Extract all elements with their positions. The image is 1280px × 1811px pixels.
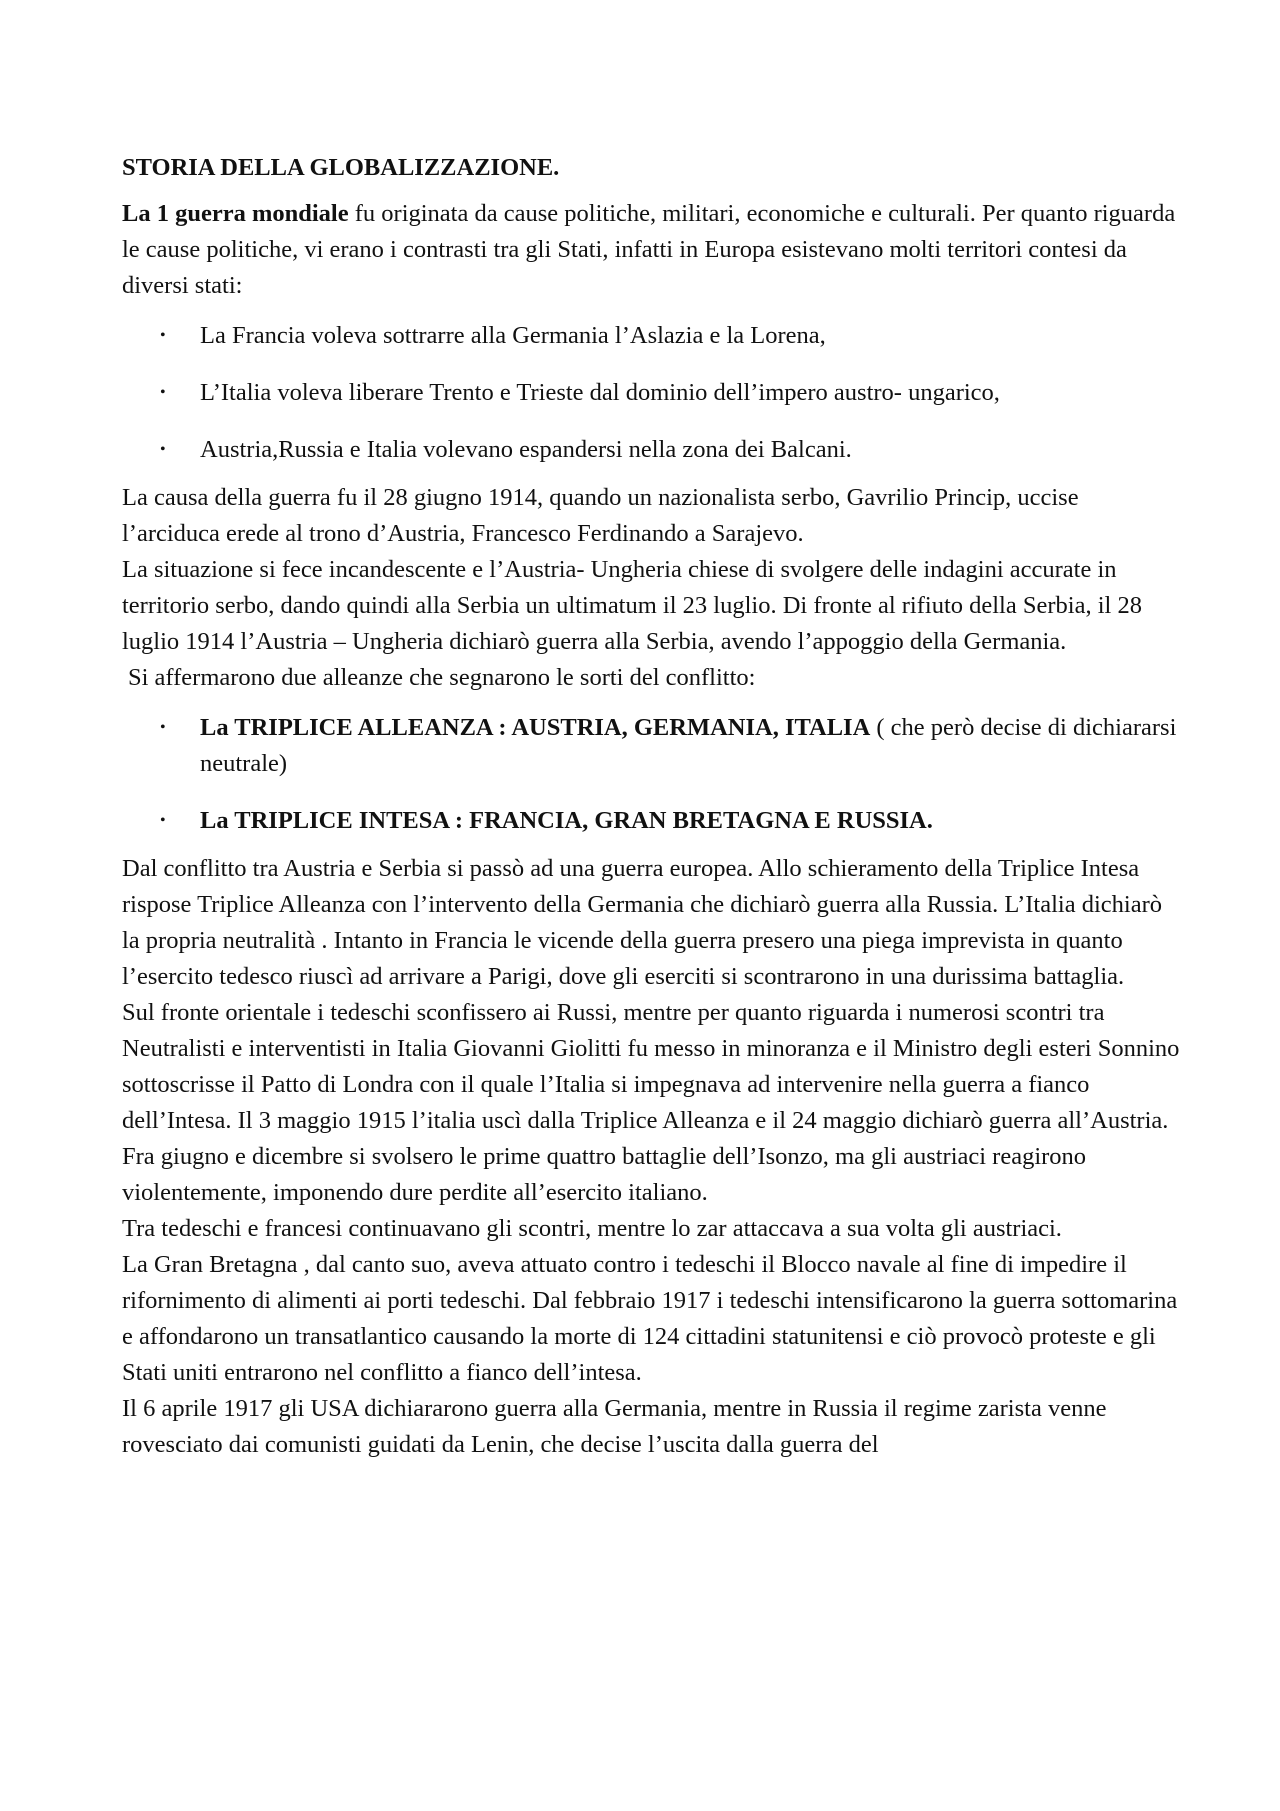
alliance-name: La TRIPLICE INTESA : FRANCIA, GRAN BRETAGNA E RUSSIA.	[200, 807, 933, 834]
alliance-note: ( che però decise di dichiararsi neutrale)	[200, 714, 1177, 777]
war-paragraph: Dal conflitto tra Austria e Serbia si passò ad una guerra europea. Allo schieramento della Triplice Intesa rispose Triplice Alleanza con l’intervento della Germania che dichiarò guerra alla Russia. L’Italia dichiarò la propria neutralità . Intanto in Francia le vicende della guerra presero una piega imprevista in quanto l’esercito tedesco riuscì ad arrivare a Parigi, dove gli eserciti si scontrarono in una durissima battaglia.	[122, 855, 1162, 990]
list-item	[122, 375, 1182, 411]
bullet-icon: •	[160, 812, 166, 829]
bullet-icon: •	[160, 719, 166, 736]
intro-paragraph	[122, 196, 1182, 304]
intro-bold-lead: La 1 guerra mondiale	[122, 200, 349, 227]
intro-text: fu originata da cause politiche, militari, economiche e culturali. Per quanto riguarda le cause politiche, vi erano i contrasti tra gli Stati, infatti in Europa esistevano molti territori contesi da diversi stati:	[122, 200, 1176, 299]
cause-paragraph: La causa della guerra fu il 28 giugno 1914, quando un nazionalista serbo, Gavrilio Princip, uccise l’arciduca erede al trono d’Austria, Francesco Ferdinando a Sarajevo.	[122, 484, 1079, 547]
alliance-name: La TRIPLICE ALLEANZA : AUSTRIA, GERMANIA, ITALIA	[200, 714, 871, 741]
document-title: STORIA DELLA GLOBALIZZAZIONE.	[122, 154, 560, 181]
list-item	[122, 318, 1182, 354]
list-item	[122, 710, 1182, 782]
document-page	[122, 150, 1182, 1463]
list-item	[122, 432, 1182, 468]
war-paragraph: Tra tedeschi e francesi continuavano gli scontri, mentre lo zar attaccava a sua volta gli austriaci.	[122, 1215, 1062, 1242]
bullet-icon: •	[160, 327, 166, 344]
war-paragraph: Fra giugno e dicembre si svolsero le prime quattro battaglie dell’Isonzo, ma gli austriaci reagirono violentemente, imponendo dure perdite all’esercito italiano.	[122, 1143, 1087, 1206]
cause-paragraph: La situazione si fece incandescente e l’Austria- Ungheria chiese di svolgere delle indagini accurate in territorio serbo, dando quindi alla Serbia un ultimatum il 23 luglio. Di fronte al rifiuto della Serbia, il 28 luglio 1914 l’Austria – Ungheria dichiarò guerra alla Serbia, avendo l’appoggio della Germania.	[122, 556, 1142, 655]
war-paragraph: Il 6 aprile 1917 gli USA dichiararono guerra alla Germania, mentre in Russia il regime zarista venne rovesciato dai comunisti guidati da Lenin, che decise l’uscita dalla guerra del	[122, 1395, 1107, 1458]
cause-paragraph: Si affermarono due alleanze che segnarono le sorti del conflitto:	[128, 664, 756, 691]
bullet-icon: •	[160, 384, 166, 401]
war-paragraph: La Gran Bretagna , dal canto suo, aveva attuato contro i tedeschi il Blocco navale al fine di impedire il rifornimento di alimenti ai porti tedeschi. Dal febbraio 1917 i tedeschi intensificarono la guerra sottomarina e affondarono un transatlantico causando la morte di 124 cittadini statunitensi e ciò provocò proteste e gli Stati uniti entrarono nel conflitto a fianco dell’intesa.	[122, 1251, 1178, 1386]
bullet-icon: •	[160, 441, 166, 458]
list-item-text: L’Italia voleva liberare Trento e Trieste dal dominio dell’impero austro- ungarico,	[200, 379, 1000, 406]
alliances-list	[122, 710, 1182, 839]
territories-list	[122, 318, 1182, 468]
list-item	[122, 803, 1182, 839]
list-item-text: La Francia voleva sottrarre alla Germania l’Aslazia e la Lorena,	[200, 322, 826, 349]
war-paragraph: Sul fronte orientale i tedeschi sconfissero ai Russi, mentre per quanto riguarda i numerosi scontri tra Neutralisti e interventisti in Italia Giovanni Giolitti fu messo in minoranza e il Ministro degli esteri Sonnino sottoscrisse il Patto di Londra con il quale l’Italia si impegnava ad intervenire nella guerra a fianco dell’Intesa. Il 3 maggio 1915 l’italia uscì dalla Triplice Alleanza e il 24 maggio dichiarò guerra all’Austria.	[122, 999, 1180, 1134]
list-item-text: Austria,Russia e Italia volevano espandersi nella zona dei Balcani.	[200, 436, 852, 463]
